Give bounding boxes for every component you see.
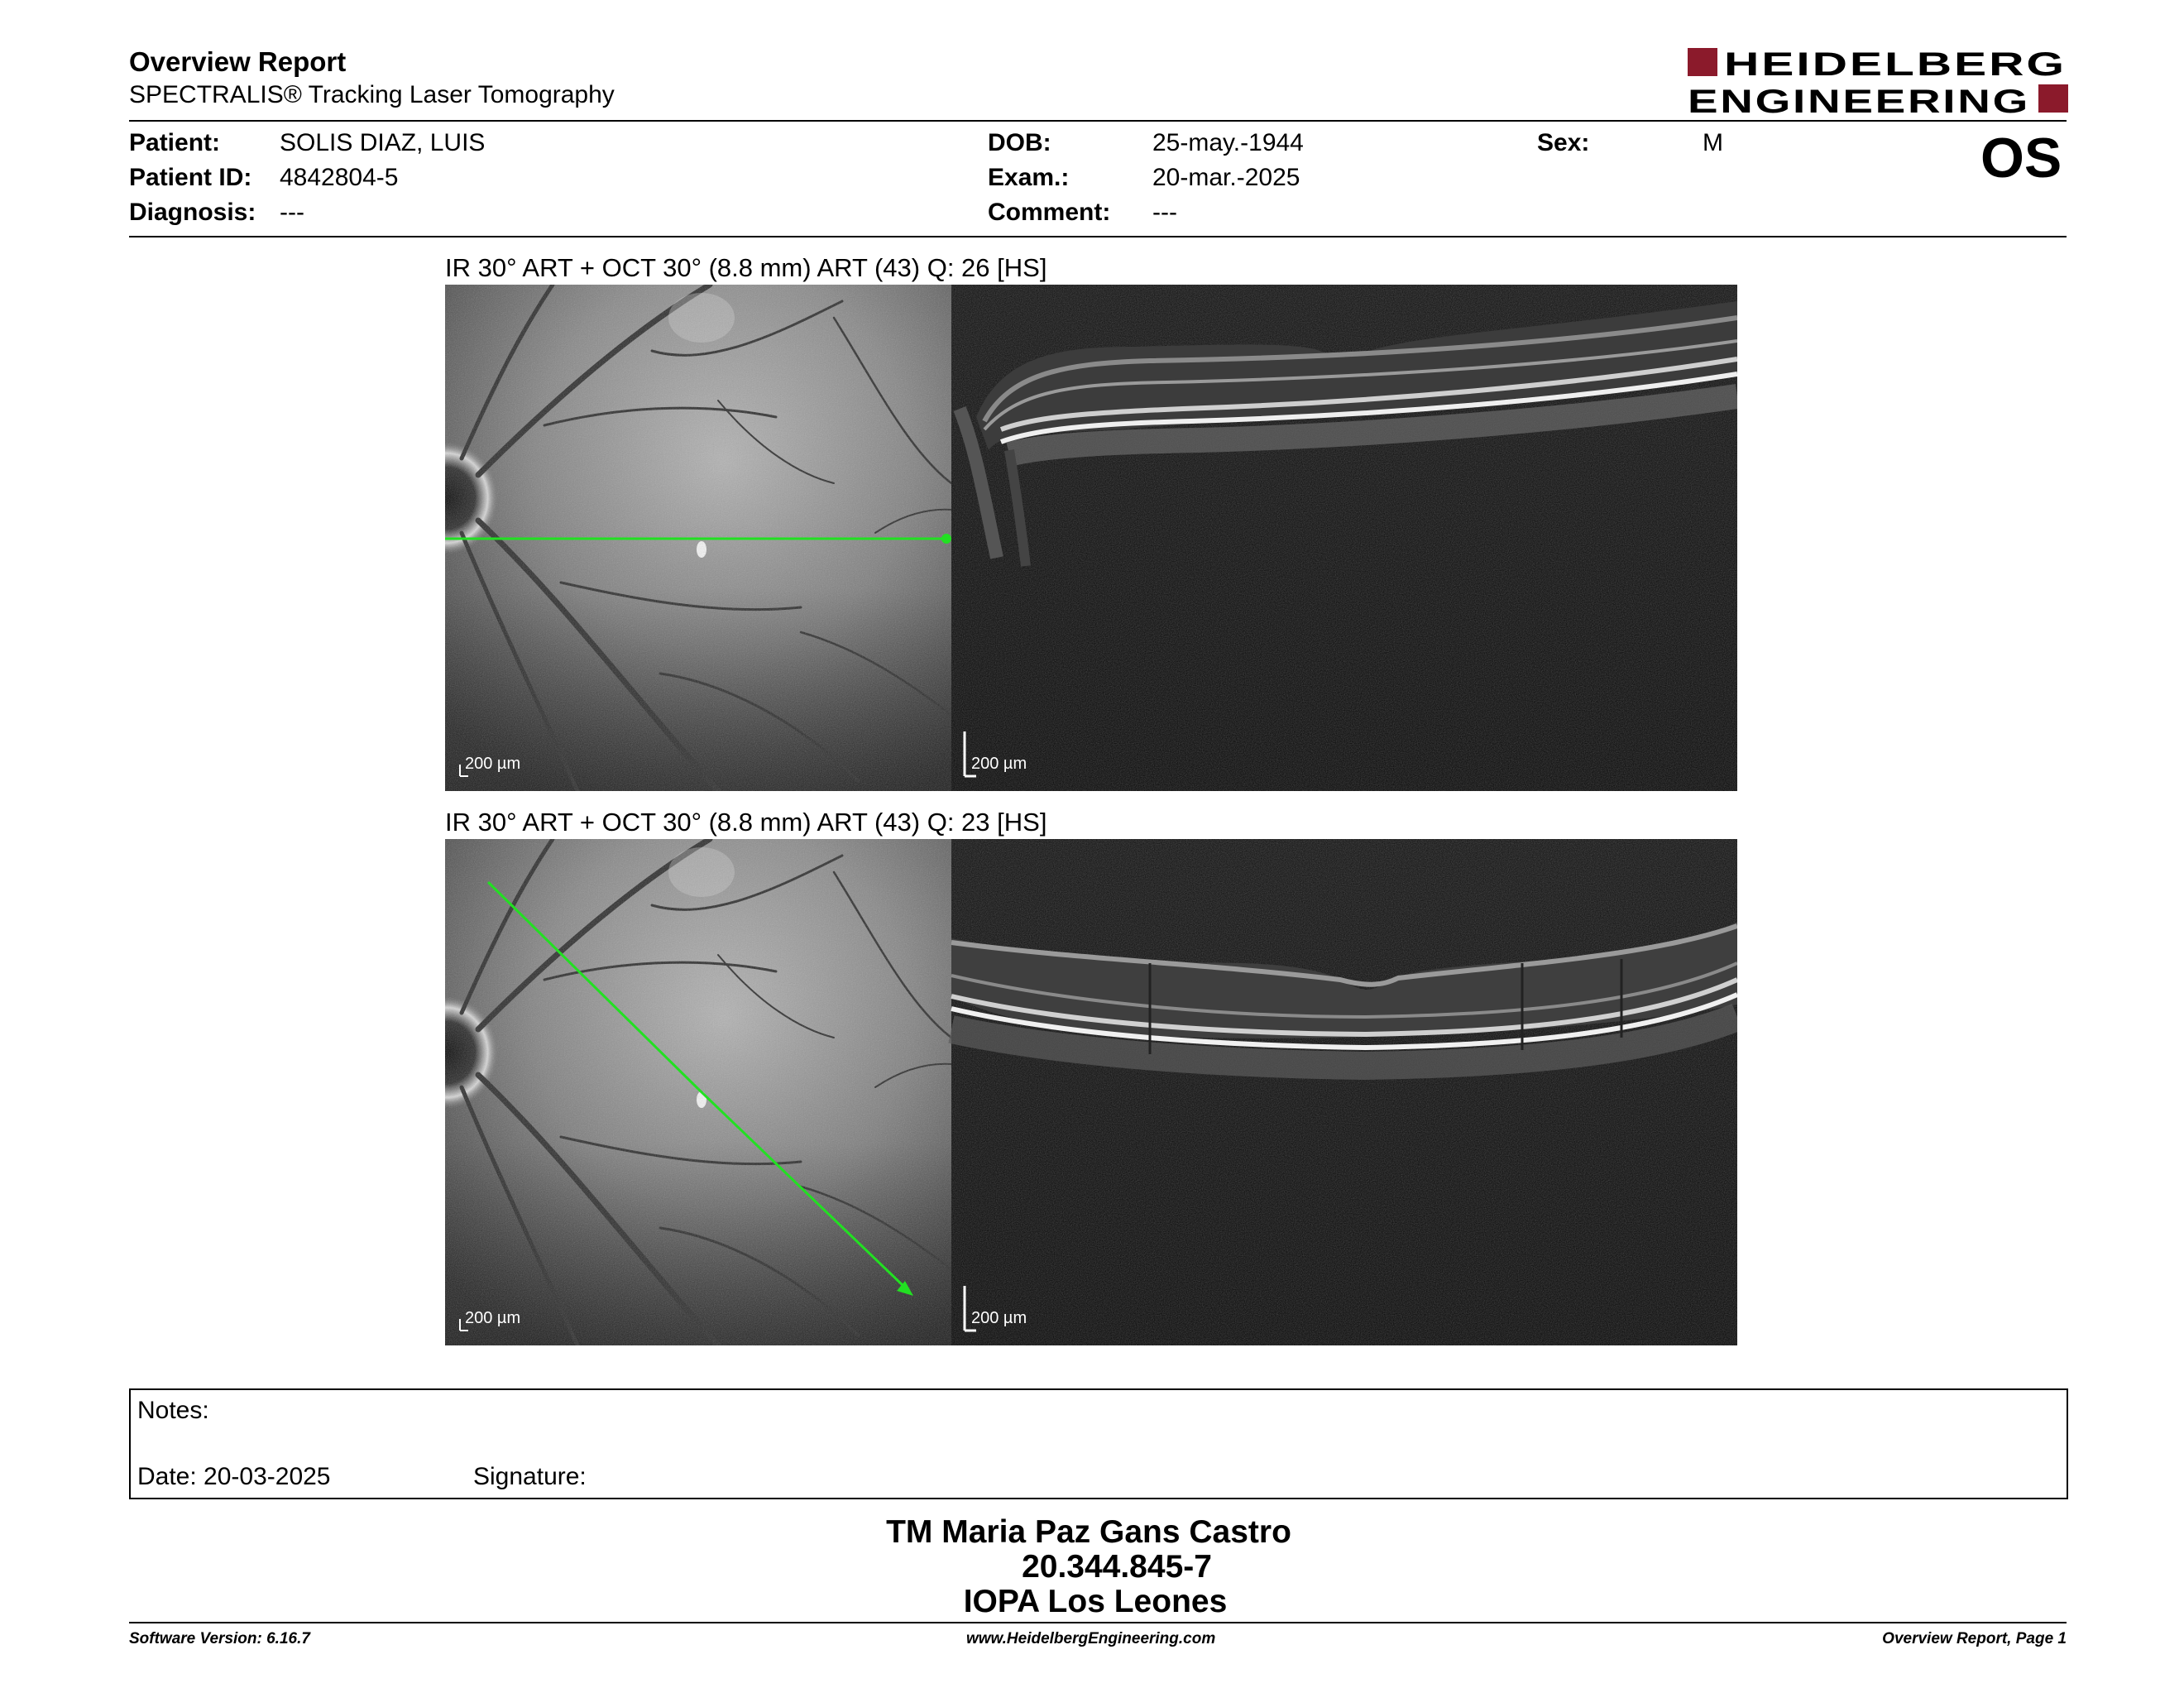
- exam-value: 20-mar.-2025: [1152, 164, 1300, 191]
- signatory-name: TM Maria Paz Gans Castro: [886, 1514, 1291, 1550]
- comment-value: ---: [1152, 199, 1177, 226]
- heidelberg-logo: [1688, 46, 2068, 116]
- scan2-images: [445, 839, 1737, 1345]
- dob-label: DOB:: [988, 129, 1051, 156]
- report-title: Overview Report: [129, 46, 347, 77]
- scan1-caption: IR 30° ART + OCT 30° (8.8 mm) ART (43) Q: 26 [HS]: [445, 253, 1047, 282]
- eye-laterality: OS: [1980, 127, 2062, 189]
- patient-label: Patient:: [129, 129, 221, 156]
- scan1-ir-scale-label: 200 µm: [465, 755, 521, 773]
- notes-box: [129, 1388, 2068, 1499]
- exam-label: Exam.:: [988, 164, 1070, 191]
- scan2-panel: [445, 839, 1737, 1345]
- sex-value: M: [1703, 129, 1723, 156]
- scan1-images: [445, 285, 1737, 791]
- scan2-oct-scale-label: 200 µm: [971, 1309, 1027, 1327]
- report-subtitle: SPECTRALIS® Tracking Laser Tomography: [129, 81, 615, 108]
- signature-label: Signature:: [473, 1463, 587, 1490]
- header-divider: [129, 120, 2067, 122]
- signatory-id: 20.344.845-7: [1022, 1549, 1212, 1585]
- sex-label: Sex:: [1537, 129, 1590, 156]
- scan2-oct-image: [951, 839, 1737, 1345]
- patient-id: 4842804-5: [280, 164, 399, 191]
- scan2-ir-scale-label: 200 µm: [465, 1309, 521, 1327]
- website-link[interactable]: www.HeidelbergEngineering.com: [966, 1630, 1216, 1647]
- comment-label: Comment:: [988, 199, 1111, 226]
- page-number: Overview Report, Page 1: [1882, 1630, 2067, 1647]
- diagnosis-value: ---: [280, 199, 304, 226]
- svg-text:ENGINEERING: ENGINEERING: [1688, 84, 2030, 116]
- patient-id-label: Patient ID:: [129, 164, 252, 191]
- date-label: Date: 20-03-2025: [137, 1463, 331, 1490]
- signatory-institution: IOPA Los Leones: [963, 1584, 1228, 1619]
- scan1-oct-image: [951, 285, 1737, 791]
- software-version: Software Version: 6.16.7: [129, 1630, 310, 1647]
- footer-divider: [129, 1622, 2067, 1623]
- scan1-panel: [445, 285, 1737, 791]
- notes-label: Notes:: [137, 1397, 209, 1424]
- diagnosis-label: Diagnosis:: [129, 199, 256, 226]
- svg-text:HEIDELBERG: HEIDELBERG: [1724, 46, 2067, 83]
- scan2-caption: IR 30° ART + OCT 30° (8.8 mm) ART (43) Q: 23 [HS]: [445, 808, 1047, 837]
- dob-value: 25-may.-1944: [1152, 129, 1304, 156]
- patient-divider: [129, 236, 2067, 237]
- patient-name: SOLIS DIAZ, LUIS: [280, 129, 486, 156]
- scan1-oct-scale-label: 200 µm: [971, 755, 1027, 773]
